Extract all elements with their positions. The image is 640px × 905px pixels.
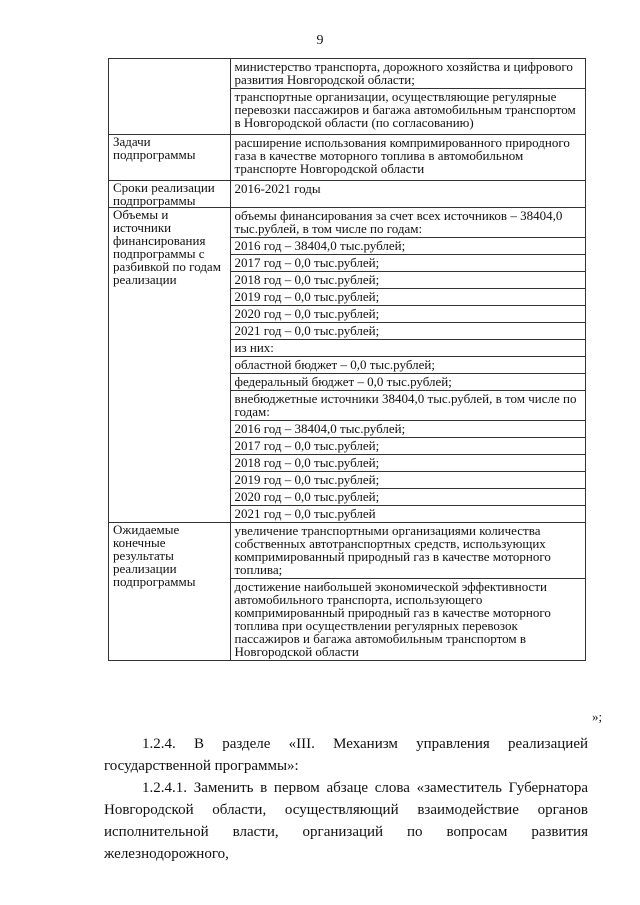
closing-quote: »; xyxy=(592,709,603,724)
row-label xyxy=(109,59,231,135)
table-entry: 2021 год – 0,0 тыс.рублей xyxy=(234,506,376,521)
table-row xyxy=(109,181,586,208)
table-entry: 2019 год – 0,0 тыс.рублей; xyxy=(234,472,380,487)
table-row xyxy=(109,523,586,661)
table-entry: объемы финансирования за счет всех источников – 38404,0 тыс.рублей, в том числе по годам: xyxy=(234,208,563,236)
table-entry: областной бюджет – 0,0 тыс.рублей; xyxy=(234,357,435,372)
table-entry: 2016-2021 годы xyxy=(234,181,321,196)
row-label: Объемы и источники финансирования подпрограммы с разбивкой по годам реализации xyxy=(109,208,231,523)
table-entry: расширение использования компримированного природного газа в качестве моторного топлива в автомобильном транспорте Новгородской области xyxy=(234,135,570,176)
table-row xyxy=(109,208,586,523)
table-entry: внебюджетные источники 38404,0 тыс.рублей, в том числе по годам: xyxy=(234,391,577,419)
page-number: 9 xyxy=(316,33,324,48)
table-entry: 2018 год – 0,0 тыс.рублей; xyxy=(234,272,380,287)
table-entry: 2020 год – 0,0 тыс.рублей; xyxy=(234,489,380,504)
table-entry: транспортные организации, осуществляющие регулярные перевозки пассажиров и багажа автомобильным транспортом в Новгородской области (по согласованию) xyxy=(234,89,576,130)
paragraph-1-2-4-1: 1.2.4.1. Заменить в первом абзаце слова «заместитель Губернатора Новгородской области, осуществляющий взаимодействие органов исполнительной власти, организаций по вопросам развития железнодорожного, xyxy=(104,780,588,862)
table-entry: 2019 год – 0,0 тыс.рублей; xyxy=(234,289,380,304)
table-row xyxy=(109,135,586,181)
table-entry: 2016 год – 38404,0 тыс.рублей; xyxy=(234,421,406,436)
table-entry: 2017 год – 0,0 тыс.рублей; xyxy=(234,255,380,270)
table-entry: увеличение транспортными организациями количества собственных автотранспортных средств, использующих компримированный природный газ в качестве моторного топлива; xyxy=(234,523,551,577)
table-entry: 2017 год – 0,0 тыс.рублей; xyxy=(234,438,380,453)
paragraph-1-2-4: 1.2.4. В разделе «III. Механизм управления реализацией государственной программы»: xyxy=(104,736,588,774)
table-entry: министерство транспорта, дорожного хозяйства и цифрового развития Новгородской области; xyxy=(234,59,573,87)
table-entry: 2020 год – 0,0 тыс.рублей; xyxy=(234,306,380,321)
table-row xyxy=(109,59,586,135)
table-entry: 2021 год – 0,0 тыс.рублей; xyxy=(234,323,380,338)
table-entry: 2016 год – 38404,0 тыс.рублей; xyxy=(234,238,406,253)
table-entry: достижение наибольшей экономической эффективности автомобильного транспорта, использующего компримированный природный газ в качестве моторного топлива при осуществлении регулярных перевозок пассажиров и багажа автомобильным транспортом в Новгородской области xyxy=(234,579,551,659)
row-label: Задачи подпрограммы xyxy=(109,135,231,181)
row-label: Сроки реализации подпрограммы xyxy=(109,181,231,208)
table-entry: федеральный бюджет – 0,0 тыс.рублей; xyxy=(234,374,452,389)
table-entry: 2018 год – 0,0 тыс.рублей; xyxy=(234,455,380,470)
subprogram-passport-table xyxy=(108,58,586,661)
row-label: Ожидаемые конечные результаты реализации подпрограммы xyxy=(109,523,231,661)
table-entry: из них: xyxy=(234,340,274,355)
